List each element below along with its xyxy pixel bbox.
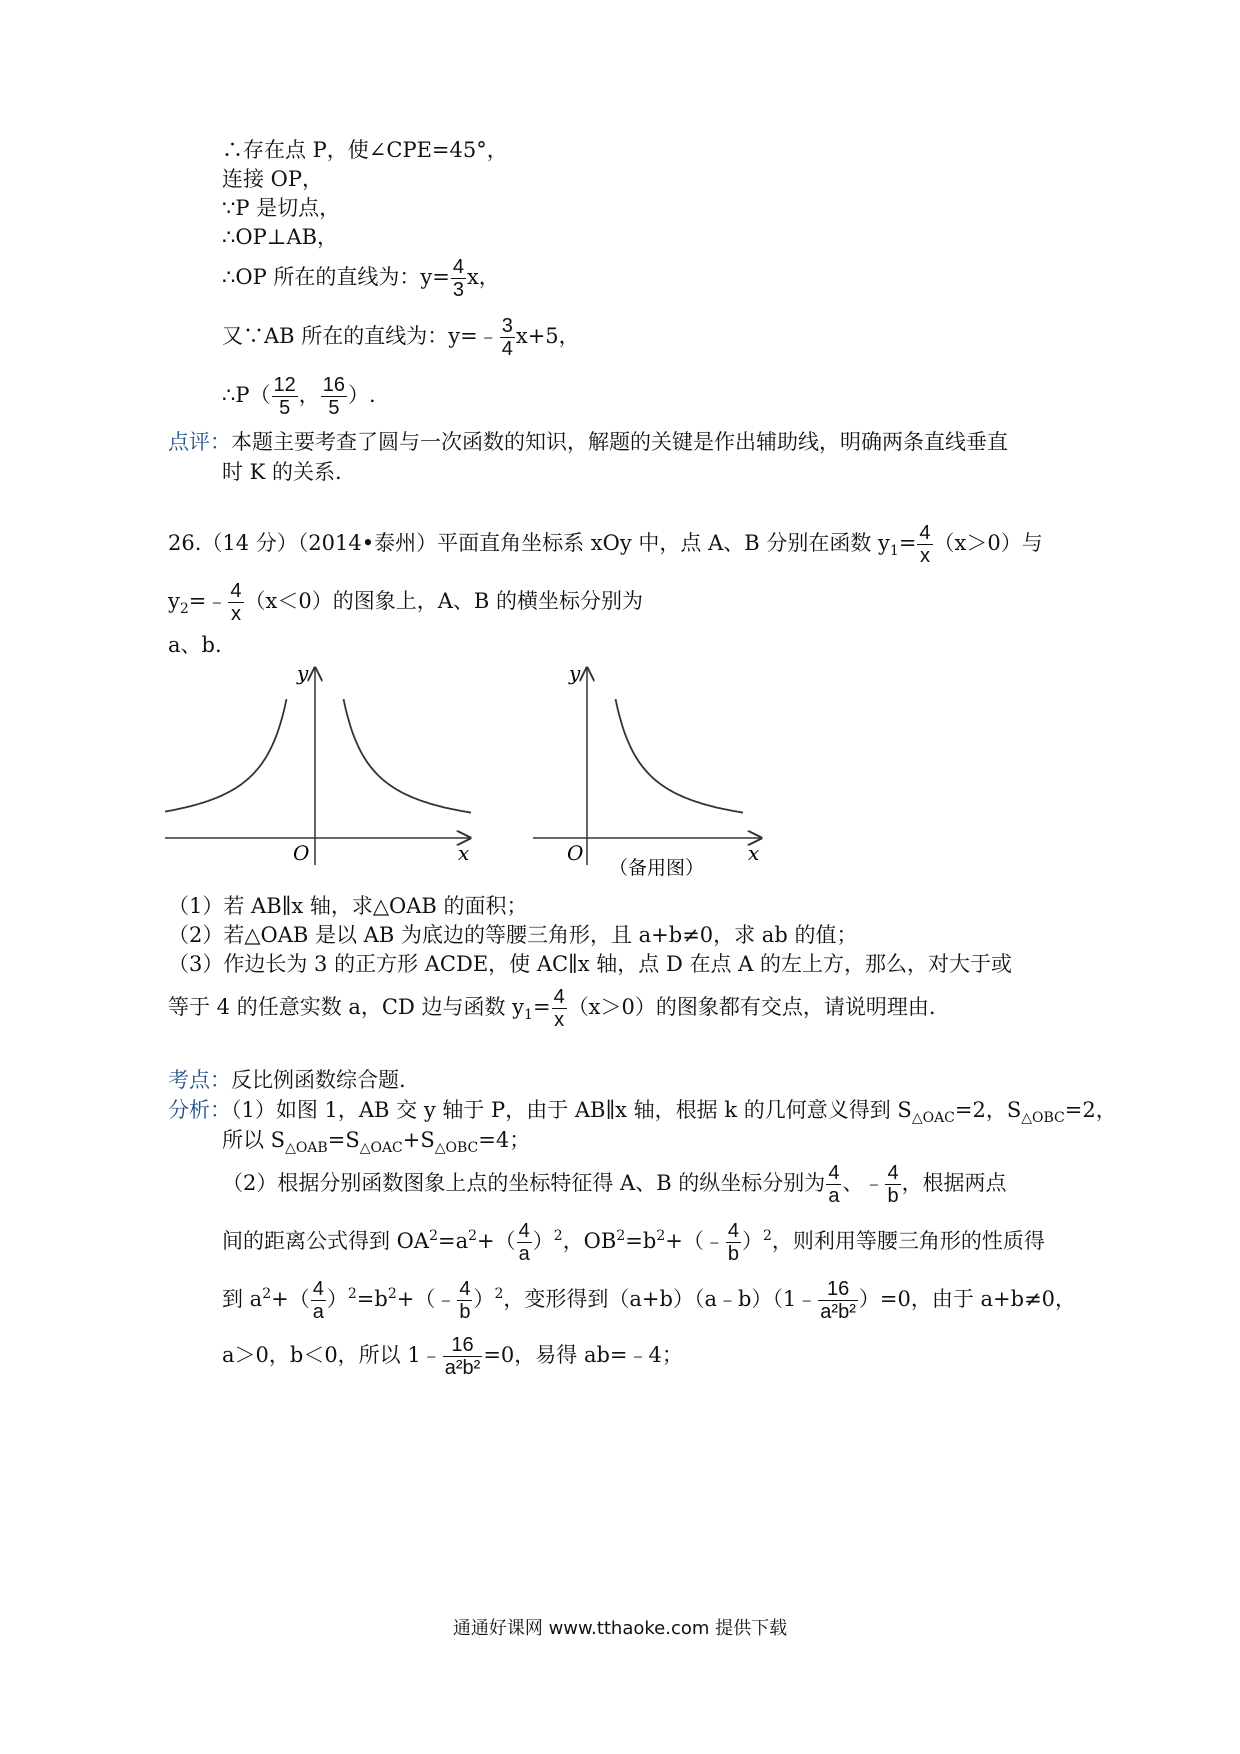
subquestion-3-cont: 等于 4 的任意实数 a，CD 边与函数 $y_1=$ $\frac{4}{x}$ （x＞0）的图象都有交点，请说明理由. — [168, 986, 936, 1031]
problem-line-1: 26.（14 分）（2014•泰州）平面直角坐标系 xOy 中，点 A、B 分别在函数 $y_1=$ $\frac{4}{x}$ （x＞0）与 — [168, 522, 1043, 567]
solution-line-3: ∵P 是切点， — [222, 196, 341, 220]
fraction-12-5: $\frac{12}{5}$ — [273, 374, 296, 419]
analysis-line-6: a＞0，b＜0，所以 1﹣ $\frac{16}{\text{a²b²}}$ =0，易得 ab=﹣4； — [222, 1334, 683, 1379]
fraction-4-a: $\frac{4}{a}$ — [828, 1162, 840, 1207]
fraction-4-x-3: $\frac{4}{x}$ — [553, 986, 565, 1031]
solution-line-6: 又∵AB 所在的直线为：y=﹣ $\frac{3}{4}$ x+5， — [222, 315, 580, 360]
fraction-4-a-2: $\frac{4}{a}$ — [518, 1220, 530, 1265]
solution-line-1: ∴存在点 P，使∠CPE=45°， — [222, 138, 508, 162]
analysis-line-5: 到 $a^2+$（ $\frac{4}{a}$ ）$^2=b^2+(﹣$ $\frac{4}{b}$ ）$^2$，变形得到（a+b）（a﹣b）（1﹣ $\frac{16}{\text{a²b²}}$ ）=0，由于 a+b≠0， — [222, 1278, 1077, 1323]
curve-y1 — [344, 699, 472, 813]
fraction-4-b-2: $\frac{4}{b}$ — [727, 1220, 739, 1265]
figure-caption: （备用图） — [609, 857, 705, 879]
analysis-line-4: 间的距离公式得到 $OA^2=a^2+$（ $\frac{4}{a}$ ）$^2$，$OB^2=b^2+(﹣$ $\frac{4}{b}$ ）$^2$，则利用等腰三角形的性质得 — [222, 1220, 1045, 1265]
fraction-3-4: $\frac{3}{4}$ — [501, 315, 513, 360]
analysis-line-3: （2）根据分别函数图象上点的坐标特征得 A、B 的纵坐标分别为 $\frac{4}{a}$ 、﹣ $\frac{4}{b}$ ，根据两点 — [222, 1162, 1007, 1207]
x-axis-label: x — [748, 841, 760, 865]
fraction-4-b-3: $\frac{4}{b}$ — [459, 1278, 471, 1323]
page-footer: 通通好课网 www.tthaoke.com 提供下载 — [452, 1618, 788, 1639]
problem-line-3: a、b. — [168, 633, 222, 657]
fraction-16-a2b2-2: $\frac{16}{\text{a²b²}}$ — [444, 1334, 481, 1379]
solution-line-7: ∴P（ $\frac{12}{5}$ ， $\frac{16}{5}$ ）. — [222, 374, 376, 419]
comment-line-1: 点评：本题主要考查了圆与一次函数的知识，解题的关键是作出辅助线，明确两条直线垂直 — [168, 430, 1008, 454]
fraction-16-a2b2: $\frac{16}{\text{a²b²}}$ — [820, 1278, 856, 1323]
origin-label: O — [293, 841, 310, 865]
analysis-line-2: 所以 $S_{\triangle OAB}=S_{\triangle OAC}+S_{\triangle OBC}=4$； — [222, 1128, 531, 1157]
solution-line-4: ∴OP⊥AB， — [222, 225, 339, 249]
subquestion-3: （3）作边长为 3 的正方形 ACDE，使 AC∥x 轴，点 D 在点 A 的左上方，那么，对大于或 — [168, 952, 1012, 976]
comment-label: 点评： — [168, 430, 231, 454]
fraction-4-b: $\frac{4}{b}$ — [887, 1162, 899, 1207]
problem-line-2: $y_2=﹣$ $\frac{4}{x}$ （x＜0）的图象上，A、B 的横坐标分别为 — [168, 580, 644, 625]
x-axis-label: x — [458, 841, 470, 865]
kaodian-label: 考点： — [168, 1068, 231, 1092]
solution-line-2: 连接 OP， — [222, 167, 324, 191]
origin-label: O — [567, 841, 584, 865]
subquestion-1: （1）若 AB∥x 轴，求△OAB 的面积； — [168, 894, 528, 918]
kaodian-line: 考点：反比例函数综合题. — [168, 1068, 406, 1092]
y-axis-label: y — [569, 661, 581, 685]
fraction-4-x: $\frac{4}{x}$ — [919, 522, 931, 567]
subquestion-2: （2）若△OAB 是以 AB 为底边的等腰三角形，且 a+b≠0，求 ab 的值； — [168, 923, 858, 947]
comment-line-2: 时 K 的关系. — [222, 460, 342, 484]
fraction-16-5: $\frac{16}{5}$ — [322, 374, 345, 419]
fraction-4-a-3: $\frac{4}{a}$ — [312, 1278, 324, 1323]
y-axis-label: y — [297, 661, 309, 685]
hyperbola-figure-left — [165, 660, 485, 870]
solution-line-5: ∴OP 所在的直线为：y= $\frac{4}{3}$ x， — [222, 256, 500, 301]
fraction-4-x-2: $\frac{4}{x}$ — [230, 580, 242, 625]
curve-y2 — [165, 699, 287, 812]
curve-y1 — [616, 699, 744, 813]
hyperbola-figure-right — [533, 660, 773, 885]
analysis-line-1: 分析：（1）如图 1，AB 交 y 轴于 P，由于 AB∥x 轴，根据 k 的几何意义得到 $S_{\triangle OAC}=2$，$S_{\triangle OBC}=2$， — [168, 1098, 1117, 1127]
fenxi-label: 分析： — [168, 1098, 231, 1122]
fraction-4-3: $\frac{4}{3}$ — [452, 256, 464, 301]
